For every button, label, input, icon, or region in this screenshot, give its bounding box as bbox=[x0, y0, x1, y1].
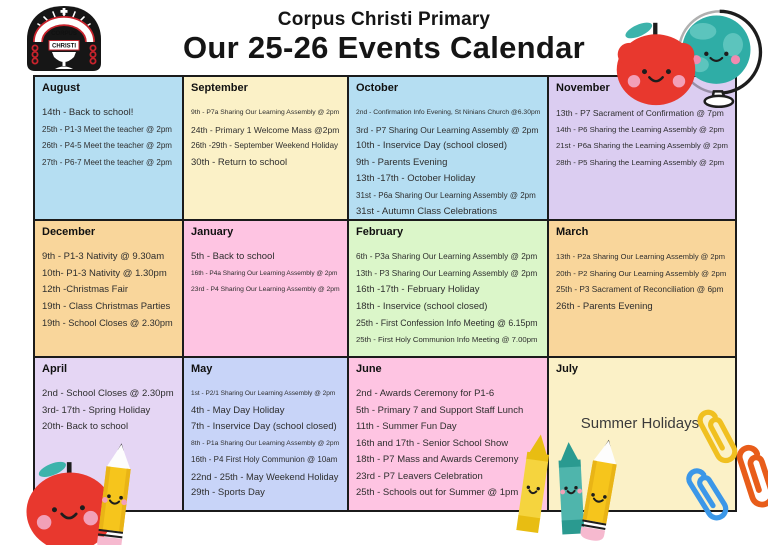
event-item: 14th - P6 Sharing the Learning Assembly @ 2pm bbox=[556, 124, 725, 134]
event-item: 16th and 17th - Senior School Show bbox=[356, 437, 509, 449]
event-item: 26th - Parents Evening bbox=[556, 300, 653, 312]
month-cell-october bbox=[349, 77, 547, 219]
event-item: 23rd - P4 Sharing Our Learning Assembly @ 2pm bbox=[191, 286, 340, 293]
event-item: 19th - Class Christmas Parties bbox=[42, 300, 171, 312]
month-events bbox=[191, 249, 340, 299]
event-item: 19th - School Closes @ 2.30pm bbox=[42, 318, 173, 328]
event-item: 13th - P2a Sharing Our Learning Assembly @ 2pm bbox=[556, 252, 725, 261]
event-item: 20th- Back to school bbox=[42, 421, 129, 432]
month-cell-july bbox=[549, 358, 735, 510]
event-item: 22nd - 25th - May Weekend Holiday bbox=[191, 471, 339, 482]
event-item: 10th- P1-3 Nativity @ 1.30pm bbox=[42, 267, 167, 279]
event-item: 31st - P6a Sharing Our Learning Assembly @ 2pm bbox=[356, 190, 536, 200]
event-item: 5th - Primary 7 and Support Staff Lunch bbox=[356, 404, 524, 416]
event-item: 1st - P2/1 Sharing Our Learning Assembly @ 2pm bbox=[191, 390, 336, 397]
event-item: 2nd - School Closes @ 2.30pm bbox=[42, 388, 174, 399]
month-cell-march bbox=[549, 221, 735, 356]
month-label: December bbox=[42, 226, 96, 238]
event-item: 14th - Back to school! bbox=[42, 107, 134, 118]
month-events bbox=[191, 386, 340, 502]
month-cell-december bbox=[35, 221, 182, 356]
month-events bbox=[356, 105, 540, 219]
event-item: 7th - Inservice Day (school closed) bbox=[191, 421, 337, 432]
month-label: August bbox=[42, 82, 80, 94]
event-item: 18th - Inservice (school closed) bbox=[356, 300, 488, 312]
event-item: 3rd- 17th - Spring Holiday bbox=[42, 404, 151, 416]
event-item: 24th - Primary 1 Welcome Mass @2pm bbox=[191, 124, 340, 135]
events-calendar-grid bbox=[33, 75, 737, 512]
event-item: 2nd - Awards Ceremony for P1-6 bbox=[356, 388, 495, 399]
month-events bbox=[356, 386, 540, 502]
event-item: 6th - P3a Sharing Our Learning Assembly @ 2pm bbox=[356, 252, 538, 261]
event-item: 16th -17th - February Holiday bbox=[356, 284, 480, 295]
month-events bbox=[42, 105, 175, 171]
logo-text-corpus: CORPUS bbox=[51, 31, 77, 37]
month-label: March bbox=[556, 226, 589, 238]
event-item: 25th - Schools out for Summer @ 1pm bbox=[356, 487, 519, 498]
event-item: 13th - P3 Sharing Our Learning Assembly @ 2pm bbox=[356, 268, 538, 278]
event-item: 21st - P6a Sharing the Learning Assembly @ 2pm bbox=[556, 141, 729, 150]
month-events bbox=[191, 105, 340, 171]
event-item: 11th - Summer Fun Day bbox=[356, 421, 457, 432]
event-item: 30th - Return to school bbox=[191, 156, 288, 168]
month-cell-january bbox=[184, 221, 347, 356]
event-item: 16th - P4a Sharing Our Learning Assembly @ 2pm bbox=[191, 269, 338, 277]
month-label: November bbox=[556, 82, 610, 94]
event-item: 20th - P2 Sharing Our Learning Assembly @ 2pm bbox=[556, 268, 727, 278]
event-item: 10th - Inservice Day (school closed) bbox=[356, 140, 508, 151]
event-item: 27th - P6-7 Meet the teacher @ 2pm bbox=[42, 157, 172, 167]
summer-holidays-note: Summer Holidays! bbox=[580, 415, 704, 432]
school-name: Corpus Christi Primary bbox=[277, 9, 491, 30]
month-cell-november bbox=[549, 77, 735, 219]
month-cell-september bbox=[184, 77, 347, 219]
event-item: 23rd - P7 Leavers Celebration bbox=[356, 470, 483, 482]
month-events bbox=[556, 105, 728, 171]
month-label: July bbox=[556, 363, 579, 375]
month-cell-may bbox=[184, 358, 347, 510]
event-item: 25th - First Confession Info Meeting @ 6.15pm bbox=[356, 318, 538, 328]
month-label: September bbox=[191, 82, 248, 94]
event-item: 9th - Parents Evening bbox=[356, 156, 448, 168]
month-cell-august bbox=[35, 77, 182, 219]
event-item: 2nd - Confirmation Info Evening, St Ninians Church @6.30pm bbox=[356, 109, 541, 116]
month-label: February bbox=[356, 226, 404, 238]
event-item: 29th - Sports Day bbox=[191, 487, 265, 498]
logo-text-christi: CHRISTI bbox=[52, 43, 76, 50]
month-label: June bbox=[356, 363, 382, 375]
event-item: 18th - P7 Mass and Awards Ceremony bbox=[356, 454, 519, 465]
month-label: April bbox=[42, 363, 68, 375]
event-item: 26th -29th - September Weekend Holiday bbox=[191, 141, 339, 150]
event-item: 9th - P1-3 Nativity @ 9.30am bbox=[42, 251, 165, 262]
event-item: 13th - P7 Sacrament of Confirmation @ 7pm bbox=[556, 108, 724, 118]
event-item: 25th - First Holy Communion Info Meeting @ 7.00pm bbox=[356, 334, 538, 344]
month-events bbox=[42, 386, 175, 436]
month-events bbox=[42, 249, 175, 332]
event-item: 8th - P1a Sharing Our Learning Assembly @ 2pm bbox=[191, 439, 340, 447]
month-label: January bbox=[191, 226, 234, 238]
event-item: 9th - P7a Sharing Our Learning Assembly @ 2pm bbox=[191, 109, 340, 116]
event-item: 12th -Christmas Fair bbox=[42, 284, 129, 295]
event-item: 25th - P3 Sacrament of Reconciliation @ 6pm bbox=[556, 285, 724, 294]
event-item: 5th - Back to school bbox=[191, 251, 275, 262]
event-item: 16th - P4 First Holy Communion @ 10am bbox=[191, 455, 338, 464]
month-cell-april bbox=[35, 358, 182, 510]
event-item: 28th - P5 Sharing the Learning Assembly @ 2pm bbox=[556, 157, 725, 167]
month-events bbox=[356, 249, 540, 348]
month-events bbox=[556, 249, 728, 315]
month-cell-june bbox=[349, 358, 547, 510]
page-title: Our 25-26 Events Calendar bbox=[182, 30, 586, 65]
event-item: 26th - P4-5 Meet the teacher @ 2pm bbox=[42, 141, 172, 150]
event-item: 13th -17th - October Holiday bbox=[356, 173, 476, 184]
month-label: May bbox=[191, 363, 213, 375]
event-item: 25th - P1-3 Meet the teacher @ 2pm bbox=[42, 124, 172, 134]
event-item: 3rd - P7 Sharing Our Learning Assembly @ 2pm bbox=[356, 124, 539, 135]
month-cell-february bbox=[349, 221, 547, 356]
event-item: 4th - May Day Holiday bbox=[191, 404, 285, 416]
header bbox=[0, 0, 768, 75]
month-label: October bbox=[356, 82, 399, 94]
event-item: 31st - Autumn Class Celebrations bbox=[356, 206, 497, 217]
